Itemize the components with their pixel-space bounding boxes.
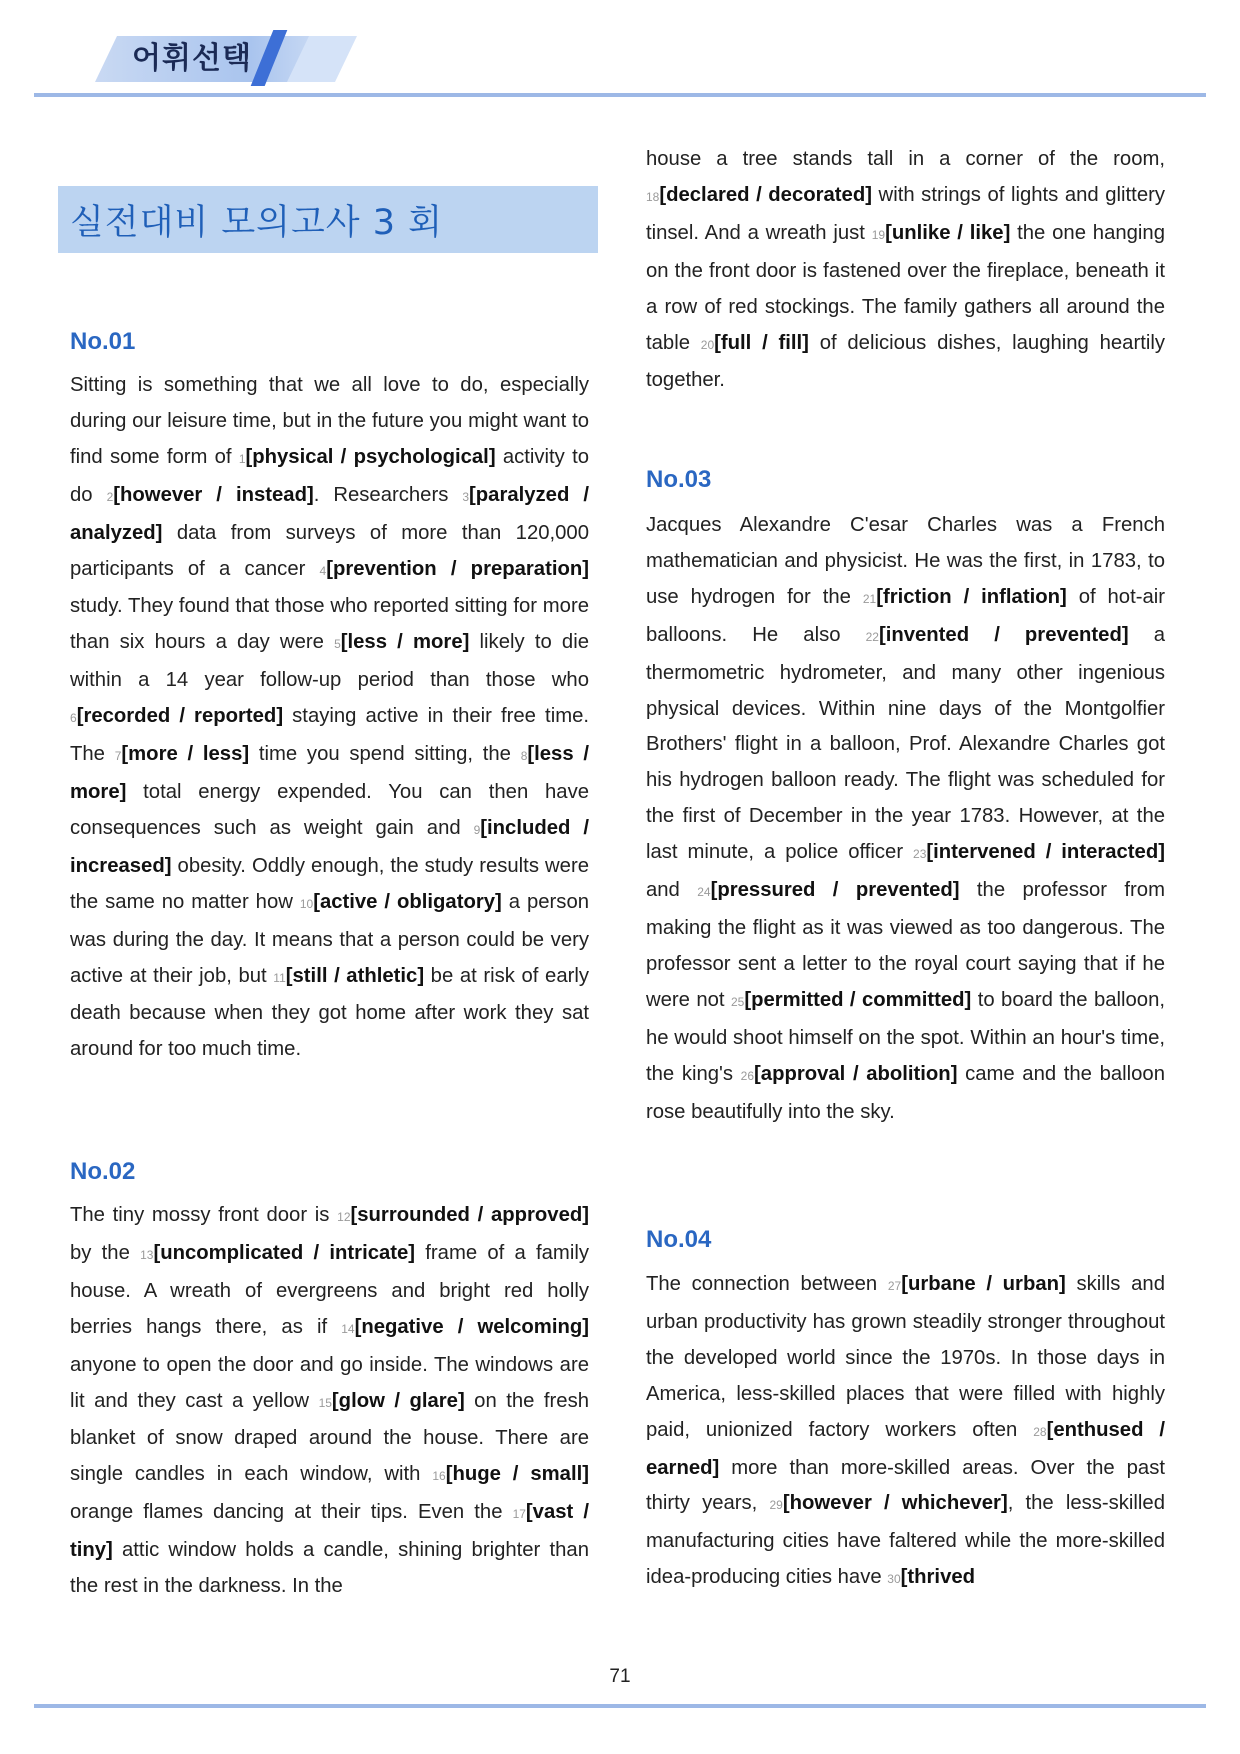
passage-text: skills and urban productivity has grown steadily stronger throughout the developed world since the 1970s. In those days in America, less-skilled places that were filled with highly paid, unionized factory workers often (646, 1273, 1165, 1441)
vocab-choice: [surrounded / approved] (350, 1204, 590, 1226)
passage-text: a person was during the day. It means that a person could be very active at their job, but (70, 890, 590, 987)
question-number: 28 (1033, 1424, 1047, 1439)
passage-02-continued (646, 142, 1165, 399)
vocab-choice: [included / increased] (70, 816, 589, 877)
vocab-choice: [negative / welcoming] (354, 1315, 589, 1338)
passage-01 (70, 368, 589, 1068)
question-number: 29 (769, 1498, 783, 1513)
vocab-choice: [recorded / reported] (76, 705, 284, 728)
passage-text: by the (70, 1241, 141, 1264)
question-number: 11 (273, 970, 286, 985)
passage-text: activity to do (70, 445, 589, 506)
question-number: 15 (318, 1395, 332, 1410)
vocab-choice: [friction / inflation] (876, 585, 1067, 608)
passage-text: , the less-skilled manufacturing cities have faltered while the more-skilled idea-producing cities have (646, 1492, 1165, 1589)
passage-text: of hot-air balloons. He also (646, 585, 1166, 646)
question-number: 20 (700, 337, 715, 352)
section-heading-02: No.02 (70, 1158, 136, 1185)
vocab-choice: [pressured / prevented] (710, 879, 960, 902)
question-number: 10 (299, 896, 314, 911)
question-number: 17 (512, 1507, 526, 1522)
vocab-choice: [uncomplicated / intricate] (153, 1241, 416, 1264)
question-number: 23 (913, 847, 927, 862)
passage-04 (646, 1267, 1165, 1598)
passage-text: study. They found that those who reported sitting for more than six hours a day were (70, 595, 589, 654)
vocab-choice: [thrived (900, 1566, 976, 1589)
passage-text: attic window holds a candle, shining brighter than the rest in the darkness. In the (70, 1539, 589, 1598)
question-number: 9 (473, 822, 481, 837)
vocab-choice: [unlike / like] (885, 221, 1011, 244)
vocab-choice: [huge / small] (445, 1463, 589, 1486)
question-number: 13 (140, 1247, 154, 1262)
vocab-choice: [vast / tiny] (70, 1501, 589, 1562)
passage-02 (70, 1198, 589, 1605)
passage-text: frame of a family house. A wreath of evergreens and bright red holly berries hangs there, as if (70, 1241, 589, 1338)
question-number: 19 (871, 227, 886, 242)
passage-text: came and the balloon rose beautifully into the sky. (646, 1062, 1165, 1123)
question-number: 6 (70, 711, 77, 726)
question-number: 3 (462, 489, 470, 504)
header-title: 어휘선택 (132, 41, 252, 76)
question-number: 16 (432, 1469, 446, 1484)
passage-text: The connection between (646, 1273, 888, 1295)
vocab-choice: [less / more] (340, 631, 470, 654)
question-number: 8 (520, 749, 528, 764)
question-number: 26 (740, 1068, 755, 1083)
question-number: 12 (337, 1210, 351, 1224)
vocab-choice: [full / fill] (714, 331, 809, 354)
question-number: 21 (862, 591, 877, 606)
passage-text: on the fresh blanket of snow draped around the house. There are single candles in each window, with (70, 1389, 589, 1486)
passage-text: a thermometric hydrometer, and many other ingenious physical devices. Within nine days of the Montgolfier Brothers' flight in a balloon, Prof. Alexandre Charles got his hydrogen balloon ready. The flight was scheduled for the first of December in the year 1783. However, at the last minute, a police officer (646, 623, 1165, 864)
vocab-choice: [paralyzed / analyzed] (70, 483, 589, 544)
passage-text: to board the balloon, he would shoot himself on the spot. Within an hour's time, the king's (646, 988, 1165, 1085)
vocab-choice: [however / instead] (113, 483, 314, 506)
question-number: 5 (334, 637, 341, 652)
passage-text: anyone to open the door and go inside. The windows are lit and they cast a yellow (70, 1353, 589, 1412)
passage-text: of delicious dishes, laughing heartily together. (646, 331, 1165, 392)
vocab-choice: [active / obligatory] (313, 890, 502, 913)
passage-03 (646, 508, 1165, 1130)
passage-text: more than more-skilled areas. Over the past thirty years, (646, 1456, 1165, 1515)
question-number: 7 (114, 749, 122, 764)
passage-text: Jacques Alexandre C'esar Charles was a French mathematician and physicist. He was the first, in 1783, to use hydrogen for the (646, 514, 1165, 608)
passage-text: data from surveys of more than 120,000 participants of a cancer (70, 521, 589, 580)
question-number: 4 (319, 563, 327, 578)
question-number: 22 (865, 629, 879, 644)
question-number: 2 (106, 489, 114, 504)
vocab-choice: [glow / glare] (331, 1389, 465, 1412)
vocab-choice: [intervened / interacted] (926, 841, 1165, 864)
passage-text: Sitting is something that we all love to do, especially during our leisure time, but in the future you might want to find some form of (70, 374, 589, 468)
vocab-choice: [however / whichever] (782, 1492, 1008, 1515)
passage-text: total energy expended. You can then have consequences such as weight gain and (70, 780, 589, 839)
passage-text: house a tree stands tall in a corner of the room, (646, 148, 1165, 170)
passage-text: staying active in their free time. The (70, 705, 590, 766)
question-number: 14 (341, 1321, 355, 1336)
question-number: 18 (646, 189, 660, 204)
vocab-choice: [permitted / committed] (744, 988, 972, 1011)
passage-text: be at risk of early death because when they got home after work they sat around for too much time. (70, 964, 590, 1061)
passage-text: likely to die within a 14 year follow-up period than those who (70, 631, 589, 692)
passage-text: obesity. Oddly enough, the study results were the same no matter how (70, 854, 589, 913)
passage-text: and (646, 879, 698, 902)
page-number: 71 (609, 1666, 631, 1687)
vocab-choice: [physical / psychological] (245, 445, 496, 468)
passage-text: time you spend sitting, the (249, 743, 521, 766)
question-number: 1 (238, 451, 246, 466)
passage-text: The tiny mossy front door is (70, 1204, 338, 1226)
passage-text: orange flames dancing at their tips. Even the (70, 1501, 513, 1524)
section-heading-04: No.04 (646, 1226, 712, 1253)
section-heading-01: No.01 (70, 328, 136, 355)
question-number: 24 (697, 885, 711, 900)
question-number: 30 (887, 1572, 901, 1587)
passage-text: with strings of lights and glittery tinsel. And a wreath just (646, 183, 1165, 244)
vocab-choice: [approval / abolition] (754, 1062, 958, 1085)
header-rule (34, 93, 1206, 97)
exam-title: 실전대비 모의고사 3 회 (70, 202, 443, 243)
vocab-choice: [less / more] (70, 743, 590, 803)
vocab-choice: [urbane / urban] (901, 1273, 1066, 1295)
passage-text: the one hanging on the front door is fastened over the fireplace, beneath it a row of red stockings. The family gathers all around the table (646, 221, 1165, 354)
footer-rule (34, 1704, 1206, 1708)
passage-text: the professor from making the flight as it was viewed as too dangerous. The professor sent a letter to the royal court saying that if he were not (646, 879, 1165, 1011)
exam-title-banner (58, 186, 598, 253)
vocab-choice: [still / athletic] (285, 964, 425, 987)
question-number: 27 (887, 1279, 902, 1293)
section-heading-03: No.03 (646, 466, 712, 493)
passage-text: . Researchers (313, 483, 463, 506)
vocab-choice: [enthused / earned] (646, 1418, 1166, 1479)
vocab-choice: [invented / prevented] (878, 623, 1129, 646)
question-number: 25 (731, 994, 745, 1009)
vocab-choice: [declared / decorated] (659, 183, 872, 206)
vocab-choice: [prevention / preparation] (326, 557, 589, 580)
vocab-choice: [more / less] (121, 743, 250, 766)
